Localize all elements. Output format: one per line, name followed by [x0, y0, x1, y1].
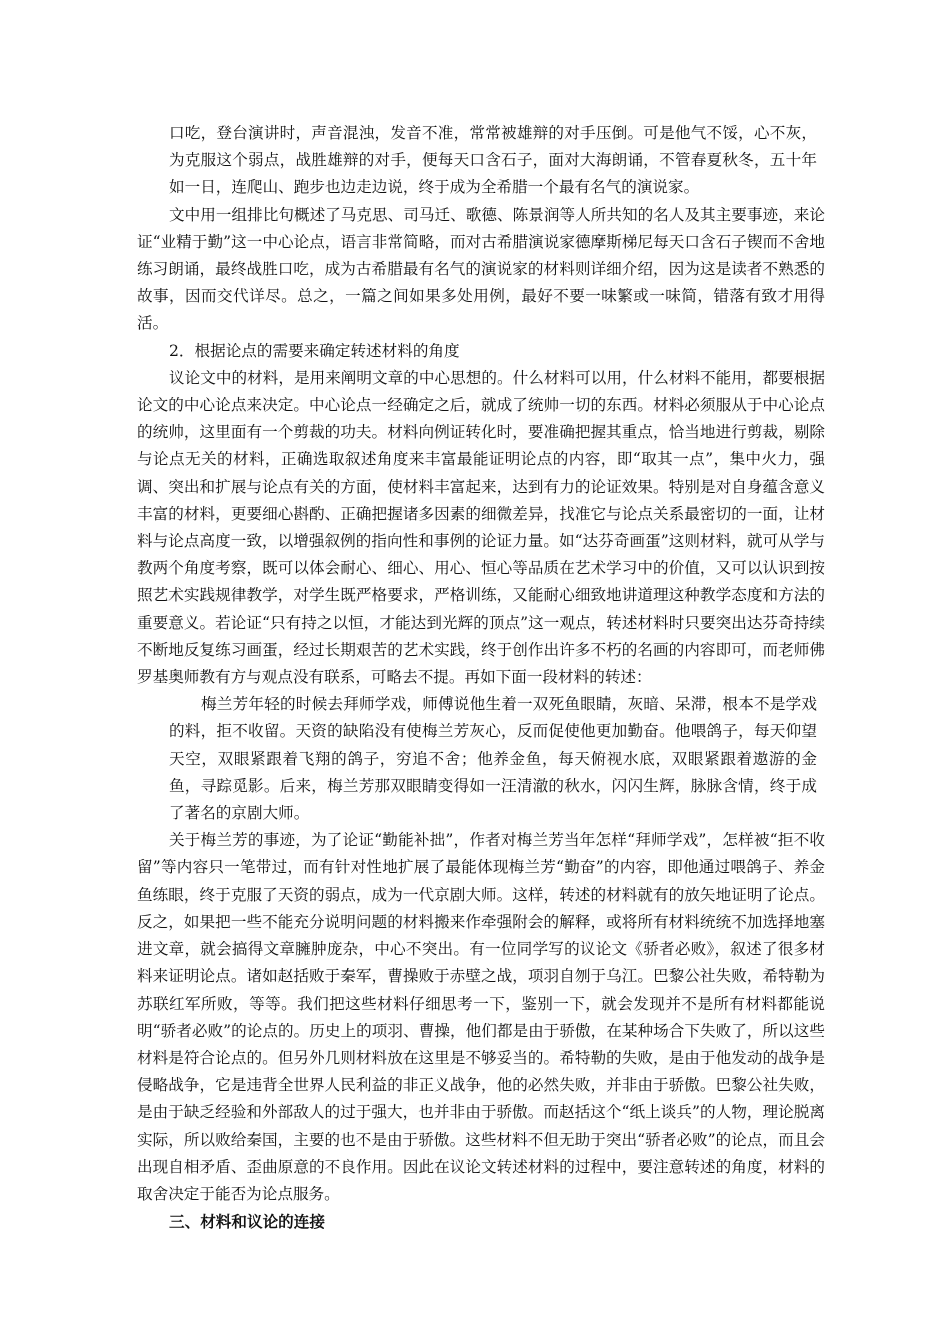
section-subheading-2: 2．根据论点的需要来确定转述材料的角度	[169, 341, 460, 360]
body-paragraph-analysis: 文中用一组排比句概述了马克思、司马迁、歌德、陈景润等人所共知的名人及其主要事迹，来论证“业精于勤”这一中心论点，语言非常简略，而对古希腊演说家德摩斯梯尼每天口含石子锲而不舍地练习朗诵，最终战胜口吃，成为古希腊最有名气的演说家的材料则详细介绍，因为这是读者不熟悉的故事，因而交代详尽。总之，一篇之间如果多处用例，最好不要一味繁或一味简，错落有致才用得活。	[137, 205, 825, 333]
document-page	[137, 120, 825, 1235]
quote-paragraph-demosthenes: 口吃，登台演讲时，声音混浊，发音不准，常常被雄辩的对手压倒。可是他气不馁，心不灰，为克服这个弱点，战胜雄辩的对手，便每天口含石子，面对大海朗诵，不管春夏秋冬，五十年如一日，连爬山、跑步也边走边说，终于成为全希腊一个最有名气的演说家。	[169, 124, 817, 197]
quote-paragraph-mei-lanfang: 梅兰芳年轻的时候去拜师学戏，师傅说他生着一双死鱼眼睛，灰暗、呆滞，根本不是学戏的料，拒不收留。天资的缺陷没有使梅兰芳灰心，反而促使他更加勤奋。他喂鸽子，每天仰望天空，双眼紧跟着飞翔的鸽子，穷追不舍；他养金鱼，每天俯视水底，双眼紧跟着遨游的金鱼，寻踪觅影。后来，梅兰芳那双眼睛变得如一汪清澈的秋水，闪闪生辉，脉脉含情，终于成了著名的京剧大师。	[169, 695, 817, 823]
section-heading-3: 三、材料和议论的连接	[169, 1212, 325, 1232]
body-paragraph-material-angle: 议论文中的材料，是用来阐明文章的中心思想的。什么材料可以用，什么材料不能用，都要根据论文的中心论点来决定。中心论点一经确定之后，就成了统帅一切的东西。材料必须服从于中心论点的统帅，这里面有一个剪裁的功夫。材料向例证转化时，要准确把握其重点，恰当地进行剪裁，剔除与论点无关的材料，正确选取叙述角度来丰富最能证明论点的内容，即“取其一点”，集中火力，强调、突出和扩展与论点有关的方面，使材料丰富起来，达到有力的论证效果。特别是对自身蕴含意义丰富的材料，更要细心斟酌、正确把握诸多因素的细微差异，找准它与论点关系最密切的一面，让材料与论点高度一致，以增强叙例的指向性和事例的论证力量。如“达芬奇画蛋”这则材料，就可从学与教两个角度考察，既可以体会耐心、细心、用心、恒心等品质在艺术学习中的价值，又可以认识到按照艺术实践规律教学，对学生既严格要求，严格训练，又能耐心细致地讲道理这种教学态度和方法的重要意义。若论证“只有持之以恒，才能达到光辉的顶点”这一观点，转述材料时只要突出达芬奇持续不断地反复练习画蛋，经过长期艰苦的艺术实践，终于创作出许多不朽的名画的内容即可，而老师佛罗基奥师教有方与观点没有联系，可略去不提。再如下面一段材料的转述：	[137, 368, 825, 687]
body-paragraph-mei-lanfang-analysis: 关于梅兰芳的事迹，为了论证“勤能补拙”，作者对梅兰芳当年怎样“拜师学戏”，怎样被“拒不收留”等内容只一笔带过，而有针对性地扩展了最能体现梅兰芳“勤奋”的内容，即他通过喂鸽子、养金鱼练眼，终于克服了天资的弱点，成为一代京剧大师。这样，转述的材料就有的放矢地证明了论点。反之，如果把一些不能充分说明问题的材料搬来作牵强附会的解释，或将所有材料统统不加选择地塞进文章，就会搞得文章臃肿庞杂，中心不突出。有一位同学写的议论文《骄者必败》，叙述了很多材料来证明论点。诸如赵括败于秦军，曹操败于赤壁之战，项羽自刎于乌江。巴黎公社失败，希特勒为苏联红军所败，等等。我们把这些材料仔细思考一下，鉴别一下，就会发现并不是所有材料都能说明“骄者必败”的论点的。历史上的项羽、曹操，他们都是由于骄傲，在某种场合下失败了，所以这些材料是符合论点的。但另外几则材料放在这里是不够妥当的。希特勒的失败，是由于他发动的战争是侵略战争，它是违背全世界人民利益的非正义战争，他的必然失败，并非由于骄傲。巴黎公社失败，是由于缺乏经验和外部敌人的过于强大，也并非由于骄傲。而赵括这个“纸上谈兵”的人物，理论脱离实际，所以败给秦国，主要的也不是由于骄傲。这些材料不但无助于突出“骄者必败”的论点，而且会出现自相矛盾、歪曲原意的不良作用。因此在议论文转述材料的过程中，要注意转述的角度，材料的取舍决定于能否为论点服务。	[137, 831, 825, 1203]
